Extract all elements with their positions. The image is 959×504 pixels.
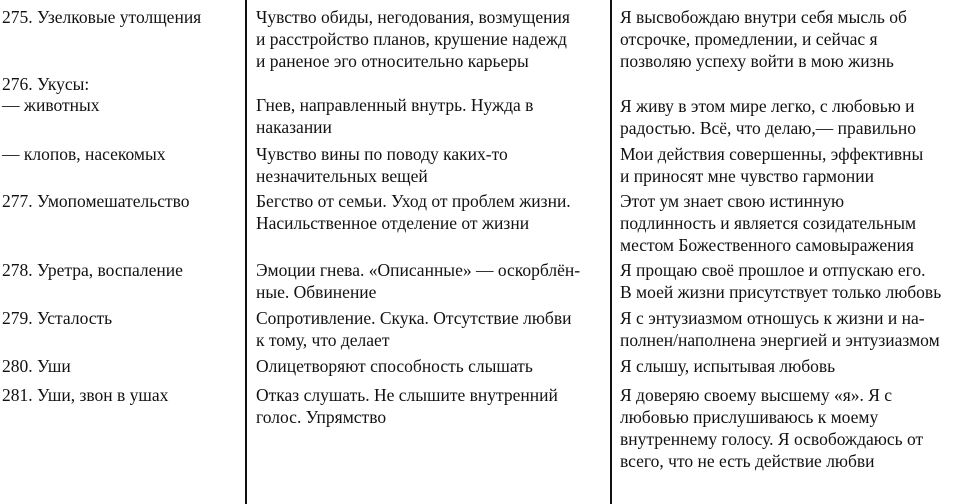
column-divider-right [610, 0, 612, 504]
cause-280 [256, 355, 533, 377]
text-line: местом Божественного самовыражения [620, 235, 914, 255]
condition-277 [2, 190, 190, 212]
text-line: отсрочке, промедлении, и сейчас я [620, 29, 878, 49]
text-line: полнен/наполнена энергией и энтузиазмом [620, 330, 940, 350]
cause-276-insects [256, 143, 508, 187]
text-line: Я доверяю своему высшему «я». Я с [620, 385, 893, 405]
text-line: Олицетворяют способность слышать [256, 356, 533, 376]
affirmation-278 [620, 259, 941, 303]
text-line: Чувство обиды, негодования, возмущения [256, 7, 570, 27]
cause-275 [256, 6, 570, 72]
text-line: Я прощаю своё прошлое и отпускаю его. [620, 260, 926, 280]
text-line: Этот ум знает свою истинную [620, 191, 845, 211]
text-line: 276. Укусы: [2, 74, 90, 94]
text-line: голос. Упрямство [256, 407, 387, 427]
affirmation-276-animals [620, 95, 916, 139]
text-line: и раненое эго относительно карьеры [256, 51, 529, 71]
condition-276-insects [2, 143, 165, 165]
text-line: Гнев, направленный внутрь. Нужда в [256, 95, 534, 115]
affirmation-275 [620, 6, 907, 72]
text-line: 275. Узелковые утолщения [2, 7, 202, 27]
condition-278 [2, 259, 183, 281]
affirmation-281 [620, 384, 923, 472]
text-line: Бегство от семьи. Уход от проблем жизни. [256, 191, 571, 211]
condition-280 [2, 355, 71, 377]
affirmation-277 [620, 190, 916, 256]
cause-276-animals [256, 94, 533, 138]
text-line: 278. Уретра, воспаление [2, 260, 183, 280]
text-line: подлинность и является созидательным [620, 213, 917, 233]
affirmation-279 [620, 307, 940, 351]
text-line: ные. Обвинение [256, 282, 377, 302]
condition-276-animals [2, 94, 100, 116]
text-line: и расстройство планов, крушение надежд [256, 29, 567, 49]
text-line: 280. Уши [2, 356, 71, 376]
affirmation-280 [620, 355, 835, 377]
text-line: — животных [2, 95, 100, 115]
condition-281 [2, 384, 168, 406]
text-line: 277. Умопомешательство [2, 191, 190, 211]
text-line: Мои действия совершенны, эффективны [620, 144, 924, 164]
condition-276-header [2, 73, 89, 95]
cause-279 [256, 307, 571, 351]
text-line: 279. Усталость [2, 308, 113, 328]
text-line: внутреннему голосу. Я освобождаюсь от [620, 429, 924, 449]
text-line: Чувство вины по поводу каких-то [256, 144, 508, 164]
text-line: Эмоции гнева. «Описанные» — оскорблён- [256, 260, 581, 280]
text-line: наказании [256, 117, 332, 137]
text-line: — клопов, насекомых [2, 144, 166, 164]
cause-277 [256, 190, 571, 234]
text-line: радостью. Всё, что делаю,— правильно [620, 118, 916, 138]
text-line: Насильственное отделение от жизни [256, 213, 530, 233]
cause-281 [256, 384, 558, 428]
condition-275 [2, 6, 201, 28]
column-divider-left [245, 0, 247, 504]
text-line: любовью прислушиваюсь к моему [620, 407, 879, 427]
affirmation-276-insects [620, 143, 923, 187]
text-line: Отказ слушать. Не слышите внутренний [256, 385, 558, 405]
text-line: 281. Уши, звон в ушах [2, 385, 169, 405]
text-line: позволяю успеху войти в мою жизнь [620, 51, 894, 71]
text-line: Я живу в этом мире легко, с любовью и [620, 96, 915, 116]
condition-279 [2, 307, 112, 329]
text-line: незначительных вещей [256, 166, 428, 186]
text-line: Я слышу, испытывая любовь [620, 356, 836, 376]
text-line: и приносят мне чувство гармонии [620, 166, 874, 186]
text-line: Я с энтузиазмом отношусь к жизни и на- [620, 308, 925, 328]
text-line: Я высвобождаю внутри себя мысль об [620, 7, 907, 27]
cause-278 [256, 259, 580, 303]
text-line: всего, что не есть действие любви [620, 451, 875, 471]
text-line: к тому, что делает [256, 330, 390, 350]
text-line: В моей жизни присутствует только любовь [620, 282, 942, 302]
text-line: Сопротивление. Скука. Отсутствие любви [256, 308, 572, 328]
